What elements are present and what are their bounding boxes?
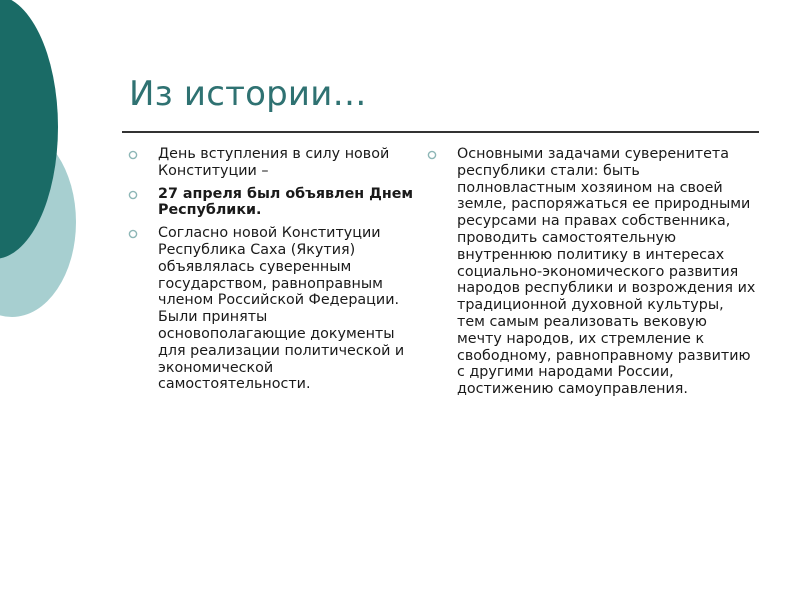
hollow-circle-bullet-icon (127, 188, 139, 202)
slide-title: Из истории… (129, 74, 367, 114)
bullet-text: День вступления в силу новой Конституции – (158, 146, 390, 179)
hollow-circle-bullet-icon (426, 148, 438, 162)
list-item (426, 146, 756, 398)
right-column (426, 146, 756, 404)
bullet-text: Согласно новой Конституции Республика Саха (Якутия) объявлялась суверенным государством, равноправным членом Российской Федерации. Были приняты основополагающие документы для реализации политической и экономической самостоятельности. (158, 225, 405, 393)
left-column (127, 146, 417, 399)
bullet-text: Основными задачами суверенитета республики стали: быть полновластным хозяином на своей земле, распоряжаться ее природными ресурсами на правах собственника, проводить самостоятельную внутреннюю политику в интересах социально-экономического развития народов республики и возрождения их традиционной духовной культуры, тем самым реализовать вековую мечту народов, их стремление к свободному, равноправному развитию с другими народами России, достижению самоуправления. (457, 146, 756, 398)
hollow-circle-bullet-icon (127, 227, 139, 241)
decorative-circles (0, 0, 120, 340)
title-divider (122, 131, 759, 133)
hollow-circle-bullet-icon (127, 148, 139, 162)
list-item (127, 186, 417, 220)
list-item (127, 225, 417, 393)
left-bullet-list (127, 146, 417, 393)
right-bullet-list (426, 146, 756, 398)
bullet-text-emphasis: 27 апреля был объявлен Днем Республики. (158, 185, 414, 219)
list-item (127, 146, 417, 180)
